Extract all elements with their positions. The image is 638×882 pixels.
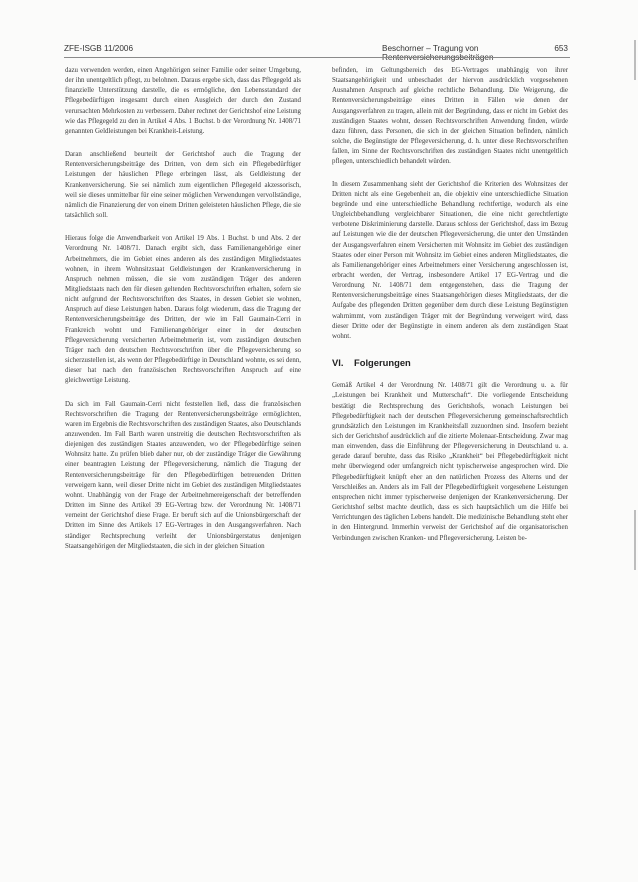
section-number: VI. (332, 357, 344, 369)
paragraph: In diesem Zusammenhang sieht der Gerichtshof die Kriterien des Wohnsitzes der Dritten nicht als eine Gegebenheit an, die objektiv eine unterschiedliche Situation begründe und eine unterschiedliche Behandlung rechtfertige, wodurch als eine Ungleichbehandlung vergleichbarer Situationen, die eine nicht gerechtfertigte verbotene Diskriminierung darstelle. Daraus schloss der Gerichtshof, dass im Bezug auf Leistungen wie die der deutschen Pflegeversicherung, die unter den Umständen der Ausgangsverfahren einem Versicherten mit Wohnsitz im Gebiet des zuständigen Staates oder einer Person mit Wohnsitz im Gebiet eines anderen Mitgliedstaates, die als Familienangehöriger eines Arbeitnehmers einer Versicherung angeschlossen ist, erbracht werden, der Vertrag, insbesondere Artikel 17 EG-Vertrag und die Verordnung Nr. 1408/71 dem entgegenstehen, dass die Tragung der Rentenversicherungsbeiträge eines Staatsangehörigen dieses Mitgliedstaats, der die Aufgabe des pflegenden Dritten gegenüber dem durch diese Leistung Begünstigten wahrnimmt, vom zuständigen Träger mit der Begründung verweigert wird, dass dieser Dritte oder der Begünstigte in einem anderen als dem zuständigen Staat wohnt. (332, 180, 568, 340)
right-column (332, 66, 568, 557)
scan-edge (632, 0, 638, 882)
paragraph: Daran anschließend beurteilt der Gerichtshof auch die Tragung der Rentenversicherungsbeiträge des Dritten, von dem sich ein Pflegebedürftiger Leistungen der häuslichen Pflege erbringen lässt, als Geldleistung der Krankenversicherung. Sie sei nämlich zum eigentlichen Pflegegeld akzessorisch, weil sie dieses unmittelbar für eine seiner möglichen Verwendungen vervollständige, nämlich die Finanzierung der von einem Dritten geleisteten häuslichen Pflege, die sie tatsächlich soll. (65, 151, 301, 220)
journal-issue: ZFE-ISGB 11/2006 (64, 44, 134, 53)
paragraph: befinden, im Geltungsbereich des EG-Vertrages unabhängig von ihrer Staatsangehörigkeit und unbeschadet der hiervon ausdrücklich vorgesehenen Ausnahmen Anspruch auf gleiche rechtliche Behandlung. Die Weigerung, die Rentenversicherungsbeiträge eines Dritten in Fällen wie denen der Ausgangsverfahren zu tragen, allein mit der Begründung, dass er nicht im Gebiet des zuständigen Staates wohnt, dessen Rechtsvorschriften Anwendung finden, würde dazu führen, dass Personen, die sich in der gleichen Situation befinden, nämlich solche, die Begünstigte der Pflegeversicherung, d. h. unter diese Rechtsvorschriften fallen, im Sinne der Rechtsvorschriften des zuständigen Staates nicht unentgeltlich pflegen, unterschiedlich behandelt würden. (332, 67, 568, 166)
paragraph: Hieraus folge die Anwendbarkeit von Artikel 19 Abs. 1 Buchst. b und Abs. 2 der Verordnung Nr. 1408/71. Danach ergibt sich, dass Familienangehörige einer Arbeitnehmers, die im Gebiet eines anderen als des zuständigen Mitgliedstaates wohnen, in ihrem Wohnsitzstaat Geldleistungen der Krankenversicherung in Anspruch nehmen müssen, die sie vom zuständigen Träger des anderen Mitgliedstaats nach den für diesen geltenden Rechtsvorschriften erhalten, sofern sie nicht aufgrund der Rechtsvorschriften des Staates, in dessen Gebiet sie wohnen, Anspruch auf diese Leistungen haben. Daraus folgt wiederum, dass die Tragung der Rentenversicherungsbeiträge des Dritten, der wie im Fall Gaumain-Cerri in Frankreich wohnt und Familienangehöriger einer in der deutschen Pflegeversicherung versicherten Arbeitnehmerin ist, vom zuständigen deutschen Träger nach den deutschen Rechtsvorschriften über die Pflegeversicherung so sicherzustellen ist, als wenn der Pflegebedürftige in Deutschland wohnte, es sei denn, dieser hat nach den französischen Rechtsvorschriften Anspruch auf eine gleichwertige Leistung. (65, 235, 301, 385)
paragraph: Da sich im Fall Gaumain-Cerri nicht feststellen ließ, dass die französischen Rechtsvorschriften die Tragung der Rentenversicherungsbeiträge ermöglichten, waren im Ergebnis die Rechtsvorschriften des zuständigen Staates, also Deutschlands anzuwenden. Im Fall Barth waren unstreitig die deutschen Rechtsvorschriften als diejenigen des zuständigen Staates anzuwenden, wo der Pflegebedürftige seinen Wohnsitz hatte. Zu prüfen blieb daher nur, ob der zuständige Träger die Gewährung einer beantragten Leistung der Pflegeversicherung, nämlich die Tragung der Rentenversicherungsbeiträge für den Pflegebedürftigen betreuenden Dritten verweigern kann, weil dieser Dritte nicht im Gebiet des zuständigen Mitgliedstaates wohnt. Unabhängig von der Frage der Arbeitnehmereigenschaft der betreffenden Dritten im Sinne des Artikel 39 EG-Vertrag bzw. der Verordnung Nr. 1408/71 verneint der Gerichtshof diese Frage. Er beruft sich auf die Unionsbürgerschaft der Dritten im Sinne des Artikels 17 EG-Vertrages in den Ausgangsverfahren. Nach ständiger Rechtsprechung verleiht der Unionsbürgerstatus denjenigen Staatsangehörigen der Mitgliedstaaten, die sich in der gleichen Situation (65, 400, 302, 550)
page-number: 653 (554, 44, 568, 53)
paragraph: dazu verwenden werden, einen Angehörigen seiner Familie oder seiner Umgebung, der ihn unentgeltlich pflegt, zu belohnen. Daraus ergebe sich, dass das Pflegegeld als finanzielle Unterstützung darstelle, die es ermögliche, den Lebensstandard der Pflegebedürftigen insgesamt durch einen Ausgleich der durch den Zustand verursachten Mehrkosten zu verbessern. Daher rechnet der Gerichtshof eine Leistung wie das Pflegegeld zu den in Artikel 4 Abs. 1 Buchst. b der Verordnung Nr. 1408/71 genannten Geldleistungen bei Krankheit-Leistung. (65, 67, 301, 135)
left-column (65, 66, 301, 565)
paragraph: Gemäß Artikel 4 der Verordnung Nr. 1408/71 gilt die Verordnung u. a. für „Leistungen bei Krankheit und Mutterschaft“. Die vorliegende Entscheidung bestätigt die Rechtsprechung des Gerichtshofs, wonach Leistungen bei Pflegebedürftigkeit nach der deutschen Pflegeversicherung gemeinschaftsrechtlich grundsätzlich den Leistungen im Krankheitsfall zuzuordnen sind. Insofern bezieht sich der Gerichtshof ausdrücklich auf die zitierte Molenaar-Entscheidung. Zwar mag man einwenden, dass die Einführung der Pflegeversicherung in Deutschland u. a. gerade darauf beruhte, dass das Risiko „Krankheit“ bei Pflegebedürftigkeit nicht mehr überwiegend oder umfangreich nicht typischerweise angesprochen wird. Die Pflegebedürftigkeit knüpft eher an den natürlichen Prozess des Alterns und der Verschleißes an. Anders als im Fall der Pflegebedürftigkeit vorgesehene Leistungen entsprechen nicht immer typischerweise denjenigen der Krankenversicherung. Der Gerichtshof selbst machte deutlich, dass es sich hauptsächlich um die Hilfe bei Verrichtungen des täglichen Lebens handelt. Die medizinische Behandlung steht eher in den Hintergrund. Immerhin verweist der Gerichtshof auf die organisatorischen Verbindungen zwischen Kranken- und Pflegeversicherung. Leisten be- (332, 382, 568, 542)
section-heading (332, 358, 568, 368)
edge-mark (634, 510, 636, 570)
running-header (64, 44, 568, 56)
edge-mark (634, 40, 636, 80)
header-rule (64, 57, 570, 58)
section-title: Folgerungen (354, 357, 411, 369)
article-running-title: Beschorner – Tragung von (382, 44, 479, 53)
